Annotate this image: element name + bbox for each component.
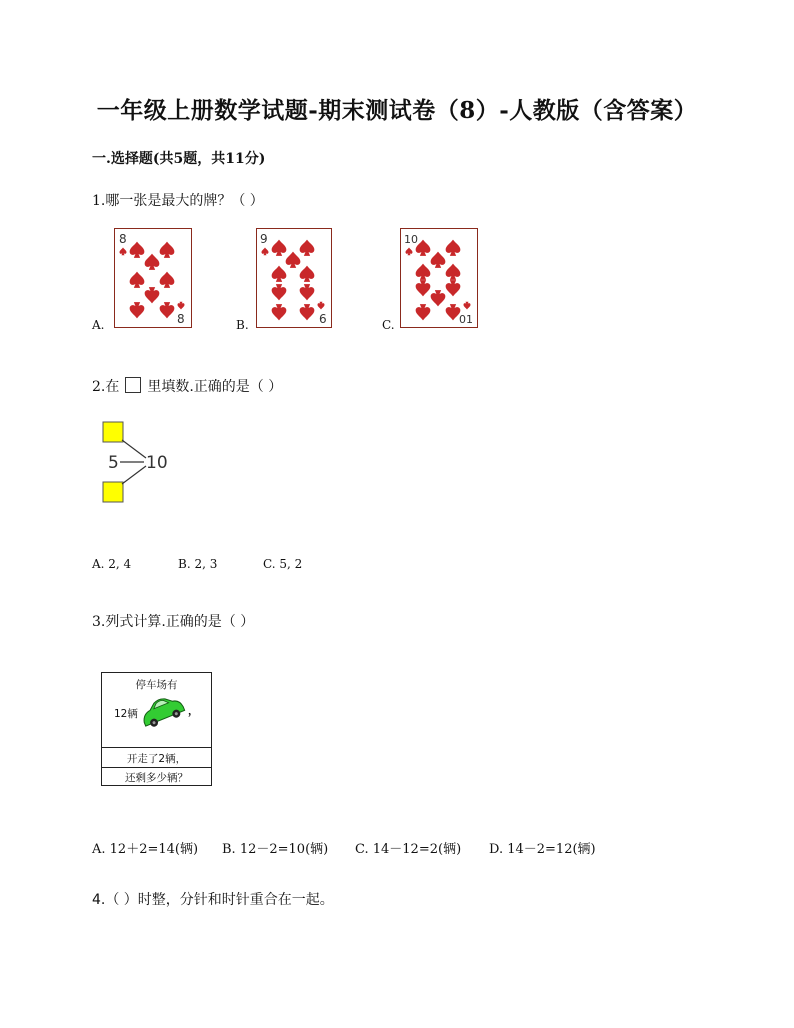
q2-prefix: 2.在 <box>92 379 120 395</box>
question-3-text: 3.列式计算.正确的是（ ） <box>92 614 255 630</box>
spade-pip-icon <box>431 290 446 306</box>
top-yellow-box <box>103 422 123 442</box>
blank-square-icon <box>125 377 141 393</box>
spade-pip-icon <box>300 284 315 300</box>
spade-pip-icon <box>416 280 431 296</box>
spade-pip-icon <box>130 242 145 258</box>
diagram-left-number: 5 <box>108 453 119 473</box>
spade-pip-icon <box>446 264 461 280</box>
word-problem-box <box>101 672 212 786</box>
spade-pip-icon <box>272 266 287 282</box>
green-car-icon <box>138 695 186 731</box>
spade-pip-icon <box>272 284 287 300</box>
q2-option-a: A. 2, 4 <box>92 557 132 571</box>
playing-card-9-spades <box>256 228 332 328</box>
q1-option-a-label: A. <box>92 318 105 332</box>
spade-pip-icon <box>446 240 461 256</box>
corner-spade-icon <box>464 302 471 310</box>
split-line-top <box>122 440 146 458</box>
spade-pip-icon <box>130 302 145 318</box>
spade-pip-icon <box>160 302 175 318</box>
spade-card-graphic <box>401 229 476 326</box>
spade-pip-icon <box>300 240 315 256</box>
spade-pip-icon <box>416 304 431 320</box>
corner-spade-icon <box>406 248 413 256</box>
spade-pip-icon <box>300 266 315 282</box>
box-divider-1 <box>102 747 211 748</box>
spade-pip-icon <box>416 264 431 280</box>
q3-option-a: A. 12＋2=14(辆) <box>92 842 199 857</box>
q3-option-c: C. 14－12=2(辆) <box>355 842 462 857</box>
card-rank-top: 9 <box>260 232 268 246</box>
card-rank-bottom: 8 <box>177 312 185 326</box>
corner-spade-icon <box>178 302 185 310</box>
card-rank-bottom: 6 <box>319 312 327 326</box>
diagram-right-number: 10 <box>146 453 168 473</box>
q3-option-d: D. 14－2=12(辆) <box>489 842 596 857</box>
spade-pip-icon <box>160 242 175 258</box>
q1-option-c-label: C. <box>382 318 395 332</box>
section-heading: 一.选择题(共5题，共11分) <box>92 151 266 167</box>
number-split-diagram <box>96 416 176 512</box>
box-line-4: 还剩多少辆？ <box>125 772 188 784</box>
page-title: 一年级上册数学试题-期末测试卷（8）-人教版（含答案） <box>96 97 698 124</box>
playing-card-10-spades <box>400 228 478 328</box>
split-line-bottom <box>122 466 146 484</box>
question-1-text: 1.哪一张是最大的牌？（ ） <box>92 193 264 209</box>
box-line-2-left: 12辆 <box>114 708 138 720</box>
spade-card-graphic <box>257 229 330 326</box>
card-rank-top: 8 <box>119 232 127 246</box>
playing-card-8-spades <box>114 228 192 328</box>
spade-pip-icon <box>145 254 160 270</box>
corner-spade-icon <box>120 248 127 256</box>
spade-pip-icon <box>431 252 446 268</box>
spade-pip-icon <box>272 240 287 256</box>
corner-spade-icon <box>318 302 325 310</box>
spade-pip-icon <box>160 272 175 288</box>
question-4-text: 4.（ ）时整，分针和时针重合在一起。 <box>92 892 334 908</box>
spade-pip-icon <box>300 304 315 320</box>
question-2-text <box>92 376 282 396</box>
spade-pip-icon <box>446 280 461 296</box>
corner-spade-icon <box>262 248 269 256</box>
card-rank-bottom: 01 <box>459 313 473 326</box>
box-divider-2 <box>102 767 211 768</box>
card-rank-top: 10 <box>404 233 418 246</box>
bottom-yellow-box <box>103 482 123 502</box>
box-line-1: 停车场有 <box>135 679 178 691</box>
q2-option-c: C. 5, 2 <box>263 557 303 571</box>
spade-pip-icon <box>272 304 287 320</box>
box-line-2-right: ， <box>188 705 199 717</box>
q2-option-b: B. 2, 3 <box>178 557 218 571</box>
spade-pip-icon <box>286 252 301 268</box>
q1-option-b-label: B. <box>236 318 249 332</box>
q2-suffix: 里填数.正确的是（ ） <box>147 379 283 395</box>
q3-option-b: B. 12－2=10(辆) <box>222 842 329 857</box>
box-line-3: 开走了2辆， <box>126 753 187 765</box>
spade-card-graphic <box>115 229 190 326</box>
spade-pip-icon <box>130 272 145 288</box>
spade-pip-icon <box>145 287 160 303</box>
